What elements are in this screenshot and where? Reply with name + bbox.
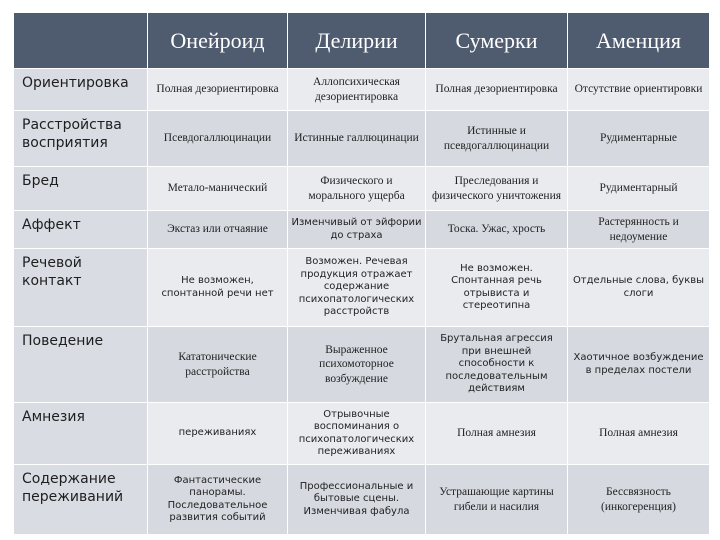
comparison-table	[13, 12, 710, 535]
table-row	[14, 69, 710, 111]
table-cell: Брутальная агрессия при внешней способности к последовательным действиям	[426, 327, 568, 403]
row-label: Расстройства восприятия	[14, 111, 148, 167]
table-cell: Истинные и псевдогаллюцинации	[426, 111, 568, 167]
table-cell: Выраженное психомоторное возбуждение	[288, 327, 426, 403]
table-row	[14, 465, 710, 535]
table-cell: Отрывочные воспоминания о психопатологических переживаниях	[288, 403, 426, 465]
table-cell: Бессвязность (инкогеренция)	[568, 465, 710, 535]
table-cell: Полная дезориентировка	[148, 69, 288, 111]
table-cell: Отсутствие ориентировки	[568, 69, 710, 111]
column-header-delirium: Делирии	[288, 13, 426, 69]
row-label: Поведение	[14, 327, 148, 403]
row-label: Аффект	[14, 211, 148, 249]
table-cell: Рудиментарный	[568, 167, 710, 211]
row-label: Ориентировка	[14, 69, 148, 111]
column-header-twilight: Сумерки	[426, 13, 568, 69]
table-cell: переживаниях	[148, 403, 288, 465]
header-corner-cell	[14, 13, 148, 69]
table-cell: Рудиментарные	[568, 111, 710, 167]
table-cell: Преследования и физического уничтожения	[426, 167, 568, 211]
header-row	[14, 13, 710, 69]
table-cell: Аллопсихическая дезориентировка	[288, 69, 426, 111]
table-cell: Полная амнезия	[568, 403, 710, 465]
table-cell: Метало-манический	[148, 167, 288, 211]
table-row	[14, 111, 710, 167]
table-row	[14, 249, 710, 327]
table-row	[14, 167, 710, 211]
table-cell: Растерянность и недоумение	[568, 211, 710, 249]
table-cell: Хаотичное возбуждение в пределах постели	[568, 327, 710, 403]
table-cell: Физического и морального ущерба	[288, 167, 426, 211]
row-label: Амнезия	[14, 403, 148, 465]
table-row	[14, 211, 710, 249]
table-cell: Устрашающие картины гибели и насилия	[426, 465, 568, 535]
table-cell: Тоска. Ужас, хрость	[426, 211, 568, 249]
table-cell: Фантастические панорамы. Последовательное развития событий	[148, 465, 288, 535]
table-cell: Псевдогаллюцинации	[148, 111, 288, 167]
table-cell: Возможен. Речевая продукция отражает содержание психопатологических расстройств	[288, 249, 426, 327]
table-cell: Профессиональные и бытовые сцены. Изменчивая фабула	[288, 465, 426, 535]
table-cell: Не возможен. Спонтанная речь отрывиста и стереотипна	[426, 249, 568, 327]
column-header-amentia: Аменция	[568, 13, 710, 69]
table-cell: Полная амнезия	[426, 403, 568, 465]
table-cell: Не возможен, спонтанной речи нет	[148, 249, 288, 327]
row-label: Содержание переживаний	[14, 465, 148, 535]
table-cell: Полная дезориентировка	[426, 69, 568, 111]
table-cell: Отдельные слова, буквы слоги	[568, 249, 710, 327]
column-header-oneiroid: Онейроид	[148, 13, 288, 69]
table-body	[14, 69, 710, 535]
table-row	[14, 403, 710, 465]
table-cell: Изменчивый от эйфории до страха	[288, 211, 426, 249]
table-cell: Экстаз или отчаяние	[148, 211, 288, 249]
table-cell: Истинные галлюцинации	[288, 111, 426, 167]
row-label: Бред	[14, 167, 148, 211]
table-cell: Кататонические расстройства	[148, 327, 288, 403]
row-label: Речевой контакт	[14, 249, 148, 327]
table-row	[14, 327, 710, 403]
